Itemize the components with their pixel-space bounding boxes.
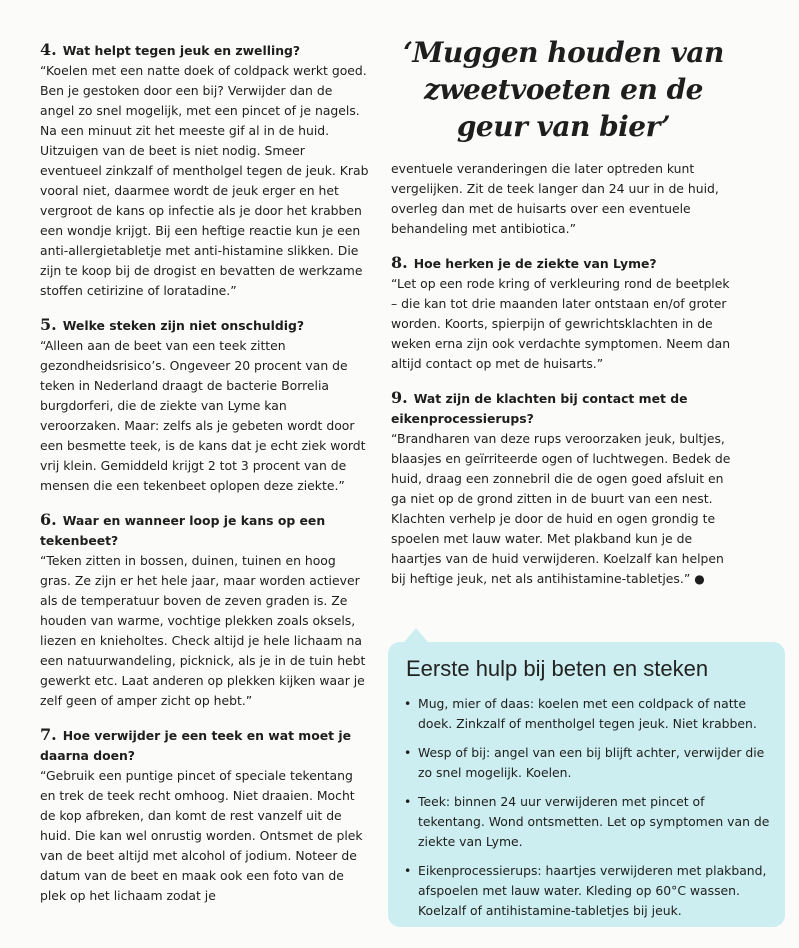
answer-text: “Brandharen van deze rups veroorzaken jeuk, bultjes, blaasjes en geïrriteerde ogen of luchtwegen. Bedek de huid, draag een zonnebril die de ogen goed afsluit en ga niet op de grond zitten in de buurt van een nest. Klachten verhelp je door de huid en ogen grondig te spoelen met lauw water. Met plakband kun je de haartjes van de huid verwijderen. Koelzalf kan helpen bij heftige jeuk, net als antihistamine-tabletjes.” xyxy=(391,431,731,586)
first-aid-list xyxy=(402,694,772,930)
question-number: 4. xyxy=(40,40,57,59)
question-answer: “Teken zitten in bossen, duinen, tuinen en hoog gras. Ze zijn er het hele jaar, maar worden actiever als de temperatuur boven de zeven graden is. Ze houden van warme, vochtige plekken zoals oksels, liezen en knieholtes. Check altijd je hele lichaam na een natuurwandeling, picknick, als je in de tuin hebt gewerkt etc. Laat anderen op plekken kijken waar je zelf geen of amper zicht op hebt.” xyxy=(40,553,366,708)
pull-quote: ‘Muggen houden van zweetvoeten en de geur van bier’ xyxy=(403,36,724,143)
list-item-text: Mug, mier of daas: koelen met een coldpack of natte doek. Zinkzalf of mentholgel tegen jeuk. Niet krabben. xyxy=(418,696,757,731)
question-answer: “Let op een rode kring of verkleuring rond de beetplek – die kan tot drie maanden later ontstaan en/of groter worden. Koorts, spierpijn of gewrichtsklachten in de weken erna zijn ook verdachte symptomen. Neem dan altijd contact op met de huisarts.” xyxy=(391,276,731,371)
question-title: Wat zijn de klachten bij contact met de eikenprocessierups? xyxy=(391,391,688,426)
info-box-notch xyxy=(404,628,428,642)
question-number: 5. xyxy=(40,315,57,334)
first-aid-box xyxy=(388,642,785,927)
end-mark-icon: ● xyxy=(694,572,705,586)
question-block-9 xyxy=(391,388,736,589)
question-heading xyxy=(40,510,370,551)
question-title: Welke steken zijn niet onschuldig? xyxy=(62,318,305,333)
question-heading xyxy=(40,315,370,336)
question-block-4 xyxy=(40,40,370,301)
question-block-6 xyxy=(40,510,370,711)
question-title: Waar en wanneer loop je kans op een tekenbeet? xyxy=(40,513,326,548)
bullet-icon: • xyxy=(404,696,412,711)
question-heading xyxy=(40,40,370,61)
list-item-text: Teek: binnen 24 uur verwijderen met pincet of tekentang. Wond ontsmetten. Let op symptomen van de ziekte van Lyme. xyxy=(418,794,770,849)
question-number: 7. xyxy=(40,725,57,744)
question-title: Hoe verwijder je een teek en wat moet je daarna doen? xyxy=(40,728,352,763)
question-heading xyxy=(40,725,370,766)
question-block-8 xyxy=(391,253,736,374)
list-item xyxy=(402,861,772,921)
left-column xyxy=(40,40,370,920)
list-item-text: Eikenprocessierups: haartjes verwijderen met plakband, afspoelen met lauw water. Kleding op 60°C wassen. Koelzalf of antihistamine-tabletjes bij jeuk. xyxy=(418,863,767,918)
question-number: 8. xyxy=(391,253,408,272)
right-column xyxy=(391,34,736,603)
question-title: Wat helpt tegen jeuk en zwelling? xyxy=(62,43,301,58)
bullet-icon: • xyxy=(404,863,412,878)
question-block-5 xyxy=(40,315,370,496)
question-number: 6. xyxy=(40,510,57,529)
first-aid-box-title: Eerste hulp bij beten en steken xyxy=(406,656,709,681)
list-item xyxy=(402,694,772,734)
list-item-text: Wesp of bij: angel van een bij blijft achter, verwijder die zo snel mogelijk. Koelen. xyxy=(418,745,765,780)
question-block-7 xyxy=(40,725,370,906)
question-heading xyxy=(391,388,736,429)
question-answer: “Koelen met een natte doek of coldpack werkt goed. Ben je gestoken door een bij? Verwijder dan de angel zo snel mogelijk, met een pincet of je nagels. Na een minuut zit het meeste gif al in de huid. Uitzuigen van de beet is niet nodig. Smeer eventueel zinkzalf of mentholgel tegen de jeuk. Krab vooral niet, daarmee wordt de jeuk erger en het vergroot de kans op infectie als je door het krabben een wondje krijgt. Bij een heftige reactie kun je een anti-allergietabletje met anti-histamine slikken. Die zijn te koop bij de drogist en bevatten de werkzame stoffen cetirizine of loratadine.” xyxy=(40,63,369,298)
continuation-text: eventuele veranderingen die later optreden kunt vergelijken. Zit de teek langer dan 24 uur in de huid, overleg dan met de huisarts over een eventuele behandeling met antibiotica.” xyxy=(391,161,719,236)
question-heading xyxy=(391,253,736,274)
bullet-icon: • xyxy=(404,745,412,760)
question-title: Hoe herken je de ziekte van Lyme? xyxy=(413,256,657,271)
question-number: 9. xyxy=(391,388,408,407)
list-item xyxy=(402,792,772,852)
question-answer: “Gebruik een puntige pincet of speciale tekentang en trek de teek recht omhoog. Niet draaien. Mocht de kop afbreken, dan komt de rest vanzelf uit de huid. Die kan wel onrustig worden. Ontsmet de plek van de beet altijd met alcohol of jodium. Noteer de datum van de beet en maak ook een foto van de plek op het lichaam zodat je xyxy=(40,768,363,903)
question-answer: “Alleen aan de beet van een teek zitten gezondheidsrisico’s. Ongeveer 20 procent van de teken in Nederland draagt de bacterie Borrelia burgdorferi, die de ziekte van Lyme kan veroorzaken. Maar: zelfs als je gebeten wordt door een besmette teek, is de kans dat je echt ziek wordt vrij klein. Gemiddeld krijgt 2 tot 3 procent van de mensen die een tekenbeet oplopen deze ziekte.” xyxy=(40,338,366,493)
question-answer xyxy=(391,429,736,589)
bullet-icon: • xyxy=(404,794,412,809)
list-item xyxy=(402,743,772,783)
